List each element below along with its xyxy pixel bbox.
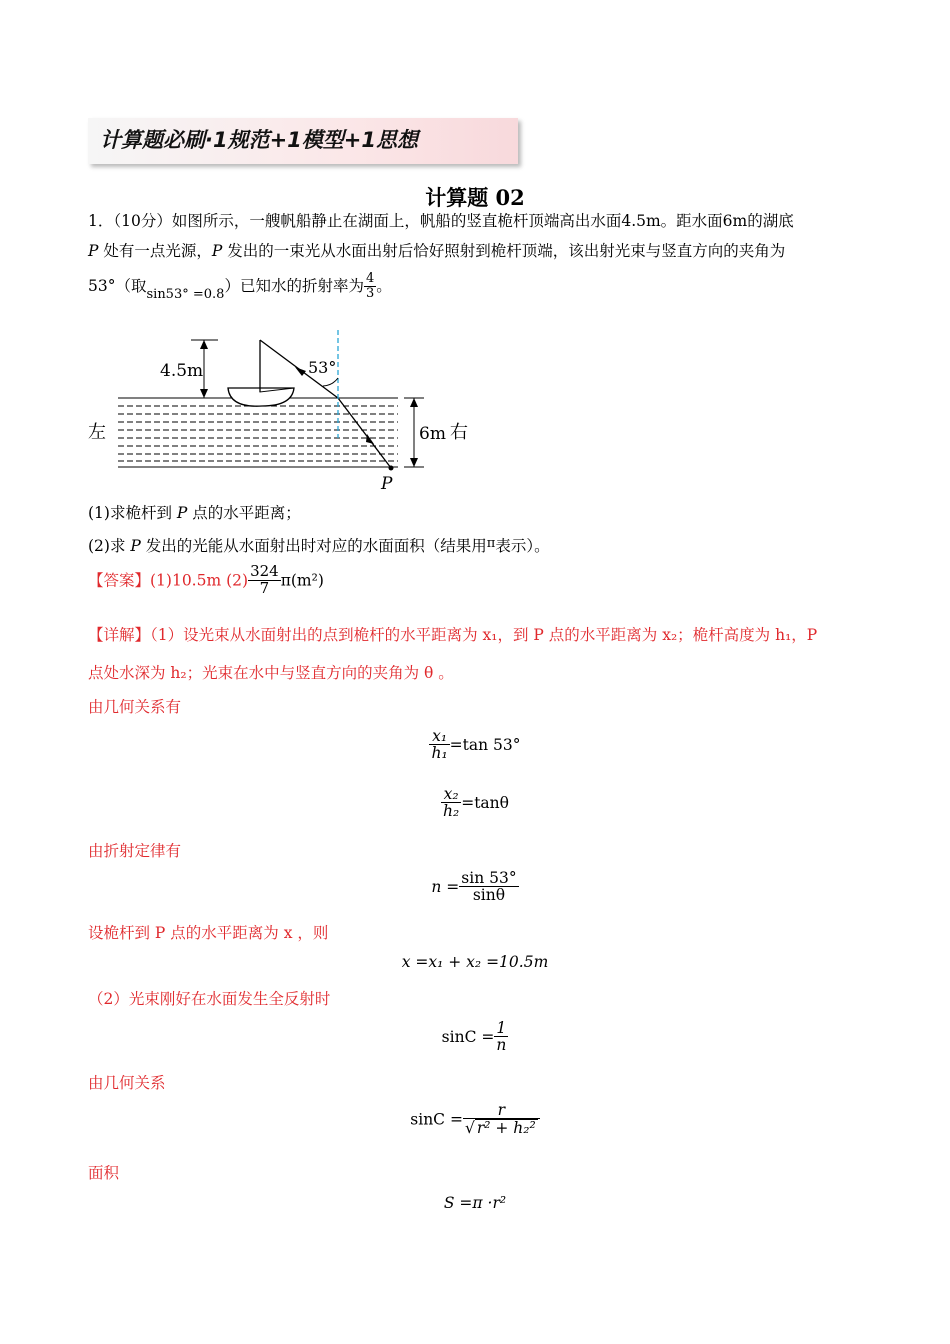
detail-line-1: 【详解】（1）设光束从水面射出的点到桅杆的水平距离为 x₁，到 P 点的水平距离为 x₂；桅杆高度为 h₁，P — [88, 626, 818, 644]
equation-4: x =x₁ + x₂ =10.5m — [401, 953, 549, 971]
question-line-2: P 处有一点光源，P 发出的一束光从水面出射后恰好照射到桅杆顶端，该出射光束与竖直方向的夹角为 — [88, 242, 786, 260]
area-text: 面积 — [88, 1164, 120, 1182]
page-title: 计算题 02 — [425, 185, 525, 210]
left-label: 左 — [88, 422, 106, 443]
answer-fraction: $\frac{324}{7}$ — [250, 562, 279, 597]
geometry-text-1: 由几何关系有 — [88, 698, 182, 716]
right-label: 右 — [450, 422, 468, 443]
sub-question-1: (1)求桅杆到 P 点的水平距离； — [88, 504, 301, 522]
equation-1: $\frac{\text{x₁}}{\text{h₁}}$ =tan 53° — [431, 727, 521, 763]
angle-label: 53° — [308, 358, 337, 377]
answer-line: 【答案】(1)10.5m (2) $\frac{324}{7}$ π(m²) — [88, 562, 324, 597]
geometry-text-2: 由几何关系 — [88, 1074, 166, 1092]
depth-label: 6m — [419, 424, 446, 444]
equation-2: $\frac{\text{x₂}}{\text{h₂}}$ =tanθ — [443, 785, 509, 821]
physics-figure — [80, 326, 480, 496]
point-p-label: P — [381, 474, 393, 494]
question-line-1: 1．（10分）如图所示，一艘帆船静止在湖面上，帆船的竖直桅杆顶端高出水面4.5m。距水面6m的湖底 — [88, 212, 794, 230]
banner-text: 计算题必刷·1规范+1模型+1思想 — [100, 128, 419, 152]
refractive-index-fraction: $\frac{4}{3}$ — [365, 271, 375, 301]
refraction-text: 由折射定律有 — [88, 842, 182, 860]
set-x-text: 设桅杆到 P 点的水平距离为 x ，则 — [88, 924, 329, 942]
equation-5: sinC = $\frac{1}{n}$ — [441, 1019, 507, 1055]
part-2-text: （2）光束刚好在水面发生全反射时 — [88, 990, 331, 1008]
equation-3: n = $\frac{\sin 53^\circ}{\sin\theta}$ — [431, 869, 517, 905]
height-label: 4.5m — [160, 361, 204, 381]
equation-7: S =π ·r² — [443, 1194, 507, 1212]
question-line-3: 53°（取$_{sin53^\circ =0.8}$）已知水的折射率为 $\frac{4}{3}$ 。 — [88, 271, 392, 303]
section-banner — [88, 118, 518, 164]
equation-6: sinC = $\frac{r}{\text{√ r² + h₂²}}$ — [0, 1102, 950, 1137]
detail-line-2: 点处水深为 h₂；光束在水中与竖直方向的夹角为 θ 。 — [88, 664, 454, 682]
sub-question-2: (2)求 P 发出的光能从水面射出时对应的水面面积（结果用$^\pi$表示）。 — [88, 536, 550, 555]
